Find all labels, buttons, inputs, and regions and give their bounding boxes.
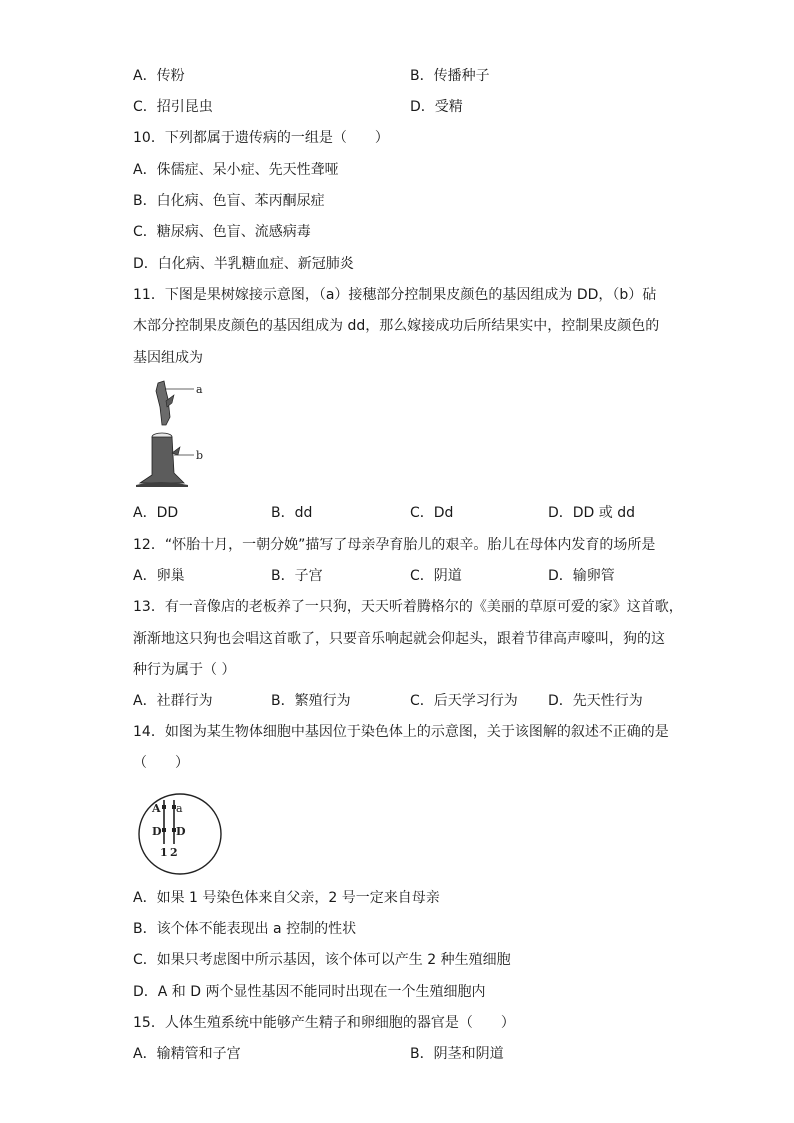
q15-stem: 15．人体生殖系统中能够产生精子和卵细胞的器官是（ ） [133,1015,515,1031]
q12-option-b: B．子宫 [271,568,323,584]
q13-option-d: D．先天性行为 [548,693,643,709]
gene-locus-A [162,805,166,809]
stock-trunk [140,437,184,483]
chromosome-number-2: 2 [170,846,178,859]
q13-option-a: A．社群行为 [133,693,213,709]
q10-option-b: B．白化病、色盲、苯丙酮尿症 [133,193,325,209]
q15-option-a: A．输精管和子宫 [133,1046,241,1062]
figure-label-b: b [196,449,204,462]
q14-option-d: D．A 和 D 两个显性基因不能同时出现在一个生殖细胞内 [133,984,486,1000]
q14-option-b: B．该个体不能表现出 a 控制的性状 [133,921,357,937]
q10-option-d: D．白化病、半乳糖血症、新冠肺炎 [133,256,354,272]
q11-option-d: D．DD 或 dd [548,505,636,521]
q12-option-d: D．输卵管 [548,568,615,584]
q13-stem-line3: 种行为属于（ ） [133,662,236,678]
chromosome-diagram [138,792,226,876]
q12-option-a: A．卵巢 [133,568,185,584]
gene-label-A: A [152,802,161,815]
q9-option-c: C．招引昆虫 [133,99,213,115]
q14-option-c: C．如果只考虑图中所示基因，该个体可以产生 2 种生殖细胞 [133,952,511,968]
q11-stem-line1: 11．下图是果树嫁接示意图，（a）接穗部分控制果皮颜色的基因组成为 DD，（b）砧 [133,287,657,303]
gene-locus-D1 [162,828,166,832]
q12-option-c: C．阴道 [410,568,462,584]
q11-option-c: C．Dd [410,505,454,521]
q9-option-b: B．传播种子 [410,68,490,84]
q10-option-c: C．糖尿病、色盲、流感病毒 [133,224,311,240]
grafting-figure [136,377,216,489]
q11-stem-line3: 基因组成为 [133,350,203,366]
chromosome-number-1: 1 [160,846,168,859]
q13-stem-line2: 渐渐地这只狗也会唱这首歌了，只要音乐响起就会仰起头，跟着节律高声嚎叫，狗的这 [133,631,665,647]
q14-stem-line1: 14．如图为某生物体细胞中基因位于染色体上的示意图，关于该图解的叙述不正确的是 [133,724,669,740]
chromosome-figure [138,792,226,876]
q13-option-b: B．繁殖行为 [271,693,351,709]
q9-option-d: D．受精 [410,99,463,115]
q14-stem-line2: （ ） [133,755,189,771]
figure-label-a: a [196,383,203,396]
gene-label-D1: D [152,825,162,838]
gene-label-D2: D [176,825,186,838]
q11-option-b: B．dd [271,505,313,521]
q11-stem-line2: 木部分控制果皮颜色的基因组成为 dd，那么嫁接成功后所结果实中，控制果皮颜色的 [133,318,660,334]
grafting-illustration [136,377,216,489]
q10-option-a: A．侏儒症、呆小症、先天性聋哑 [133,162,339,178]
gene-label-a: a [176,802,183,815]
q14-option-a: A．如果 1 号染色体来自父亲，2 号一定来自母亲 [133,890,440,906]
q11-option-a: A．DD [133,505,179,521]
q13-stem-line1: 13．有一音像店的老板养了一只狗，天天听着腾格尔的《美丽的草原可爱的家》这首歌， [133,599,683,615]
q12-stem: 12．“怀胎十月，一朝分娩”描写了母亲孕育胎儿的艰辛。胎儿在母体内发育的场所是 [133,537,656,553]
q9-option-a: A．传粉 [133,68,185,84]
q13-option-c: C．后天学习行为 [410,693,518,709]
q10-stem: 10．下列都属于遗传病的一组是（ ） [133,130,389,146]
q15-option-b: B．阴茎和阴道 [410,1046,504,1062]
